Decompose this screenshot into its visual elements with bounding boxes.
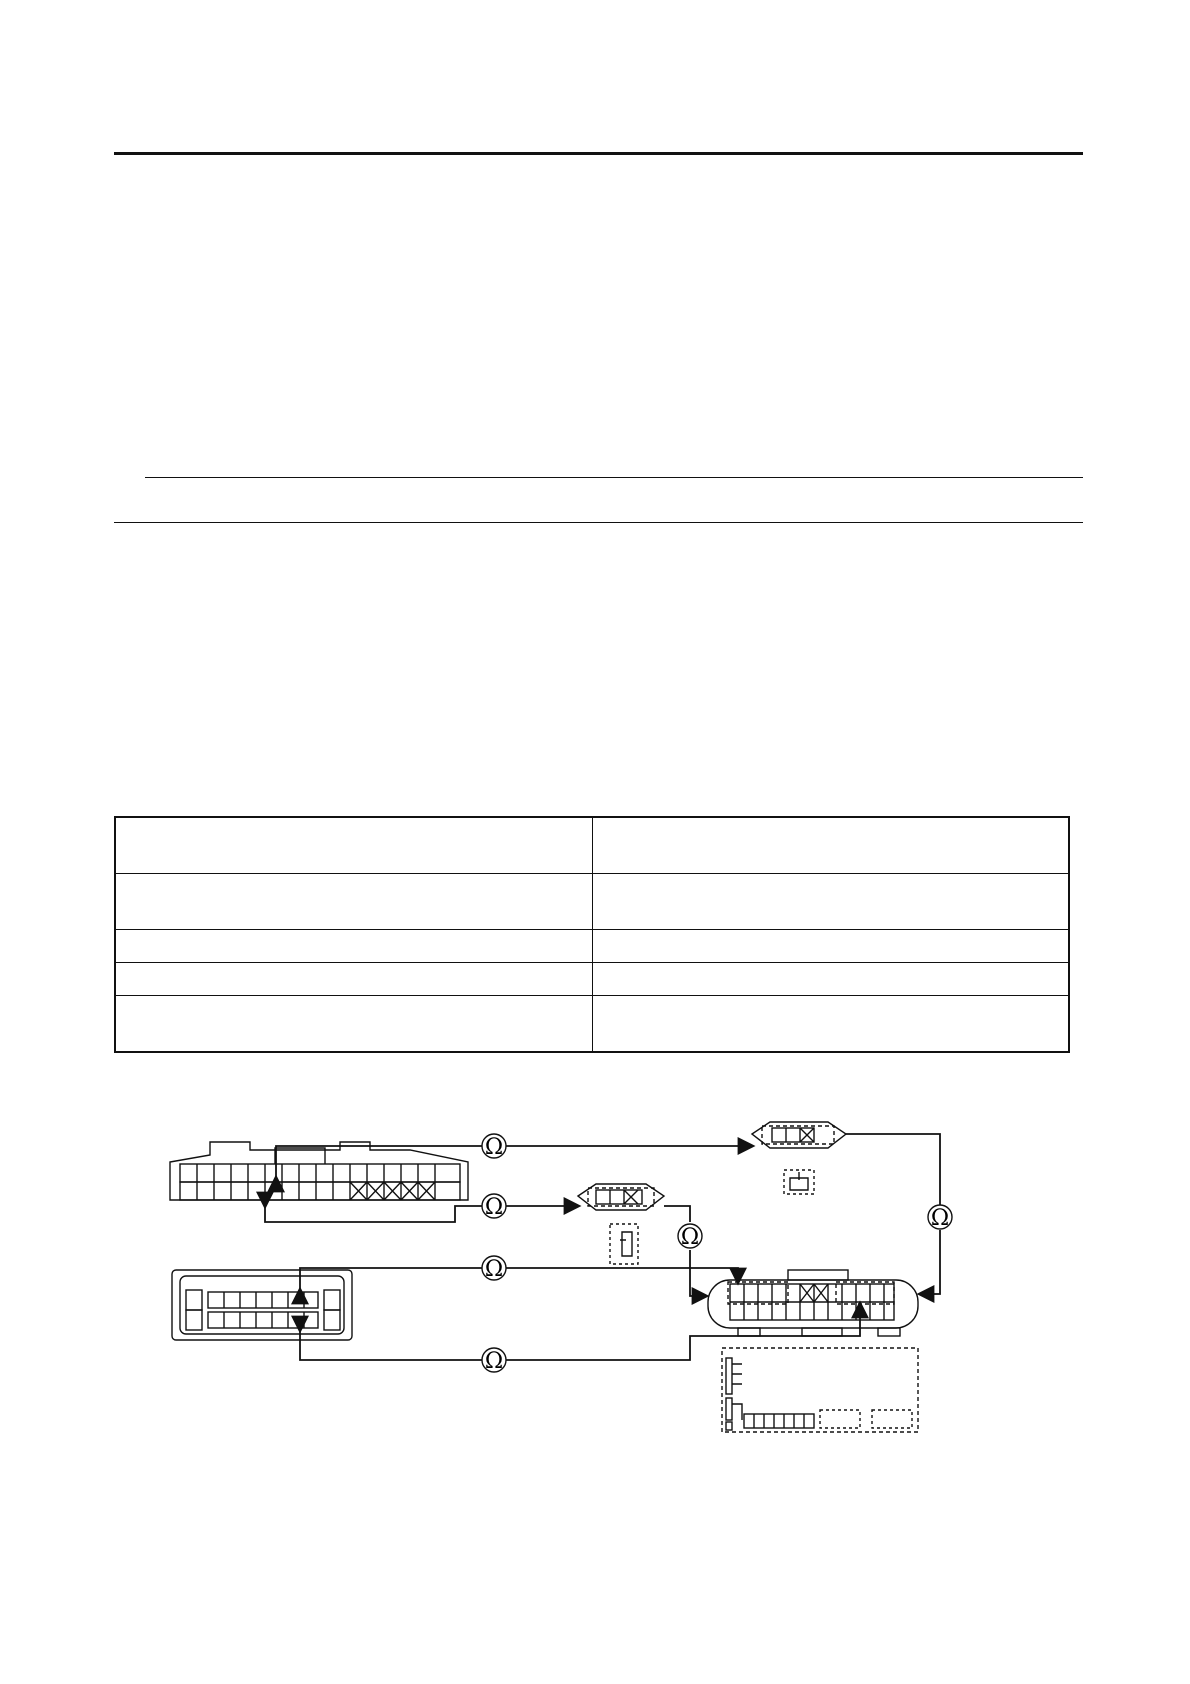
wire-meter4-to-large bbox=[505, 1268, 738, 1282]
note-rule bbox=[145, 477, 1083, 478]
table-cell bbox=[593, 996, 1070, 1053]
ohm-symbol: Ω bbox=[484, 1349, 504, 1374]
table-cell bbox=[115, 963, 593, 996]
wiring-continuity-diagram bbox=[160, 1100, 1020, 1440]
ohm-symbol: Ω bbox=[484, 1195, 504, 1220]
ohmmeter-3 bbox=[678, 1224, 702, 1250]
section-rule bbox=[114, 522, 1083, 523]
large-connector bbox=[708, 1270, 918, 1336]
connector-3pin-upper bbox=[752, 1122, 846, 1194]
wire-ecu-a-to-upper bbox=[276, 1146, 483, 1178]
ohm-symbol: Ω bbox=[484, 1257, 504, 1282]
wire-upper-down bbox=[846, 1134, 940, 1205]
ohm-symbol: Ω bbox=[680, 1225, 700, 1250]
table-cell bbox=[593, 874, 1070, 930]
ohmmeters bbox=[482, 1134, 952, 1374]
table-cell bbox=[115, 996, 593, 1053]
table-cell bbox=[115, 930, 593, 963]
wire-right-to-large bbox=[920, 1230, 940, 1294]
table-row bbox=[115, 996, 1069, 1053]
connector-inset-detail bbox=[722, 1348, 918, 1432]
wire-meter5-to-large bbox=[505, 1304, 860, 1360]
header-rule bbox=[114, 152, 1083, 155]
connector-3pin-middle bbox=[578, 1184, 664, 1264]
ohm-symbol: Ω bbox=[484, 1135, 504, 1160]
ecu-connector-b bbox=[172, 1270, 352, 1340]
table-row bbox=[115, 817, 1069, 874]
table-cell bbox=[593, 930, 1070, 963]
ecu-connector-a bbox=[170, 1142, 468, 1200]
wire-ecu-b-to-meter4 bbox=[300, 1268, 483, 1290]
ohmmeter-5 bbox=[482, 1256, 506, 1282]
ohmmeter-4 bbox=[928, 1205, 952, 1231]
table-cell bbox=[115, 817, 593, 874]
table-cell bbox=[593, 963, 1070, 996]
ohmmeter-2 bbox=[482, 1194, 506, 1220]
table-row bbox=[115, 963, 1069, 996]
table-row bbox=[115, 874, 1069, 930]
wire-middle-down bbox=[664, 1206, 690, 1222]
spec-table bbox=[114, 816, 1070, 1053]
wire-middle-to-large bbox=[690, 1250, 706, 1296]
ohmmeter-6 bbox=[482, 1348, 506, 1374]
table-row bbox=[115, 930, 1069, 963]
wire-ecu-a-to-middle bbox=[265, 1206, 483, 1222]
ohm-symbol: Ω bbox=[930, 1206, 950, 1231]
ohmmeter-1 bbox=[482, 1134, 506, 1160]
wiring-paths bbox=[265, 1134, 940, 1360]
table-cell bbox=[593, 817, 1070, 874]
table-cell bbox=[115, 874, 593, 930]
